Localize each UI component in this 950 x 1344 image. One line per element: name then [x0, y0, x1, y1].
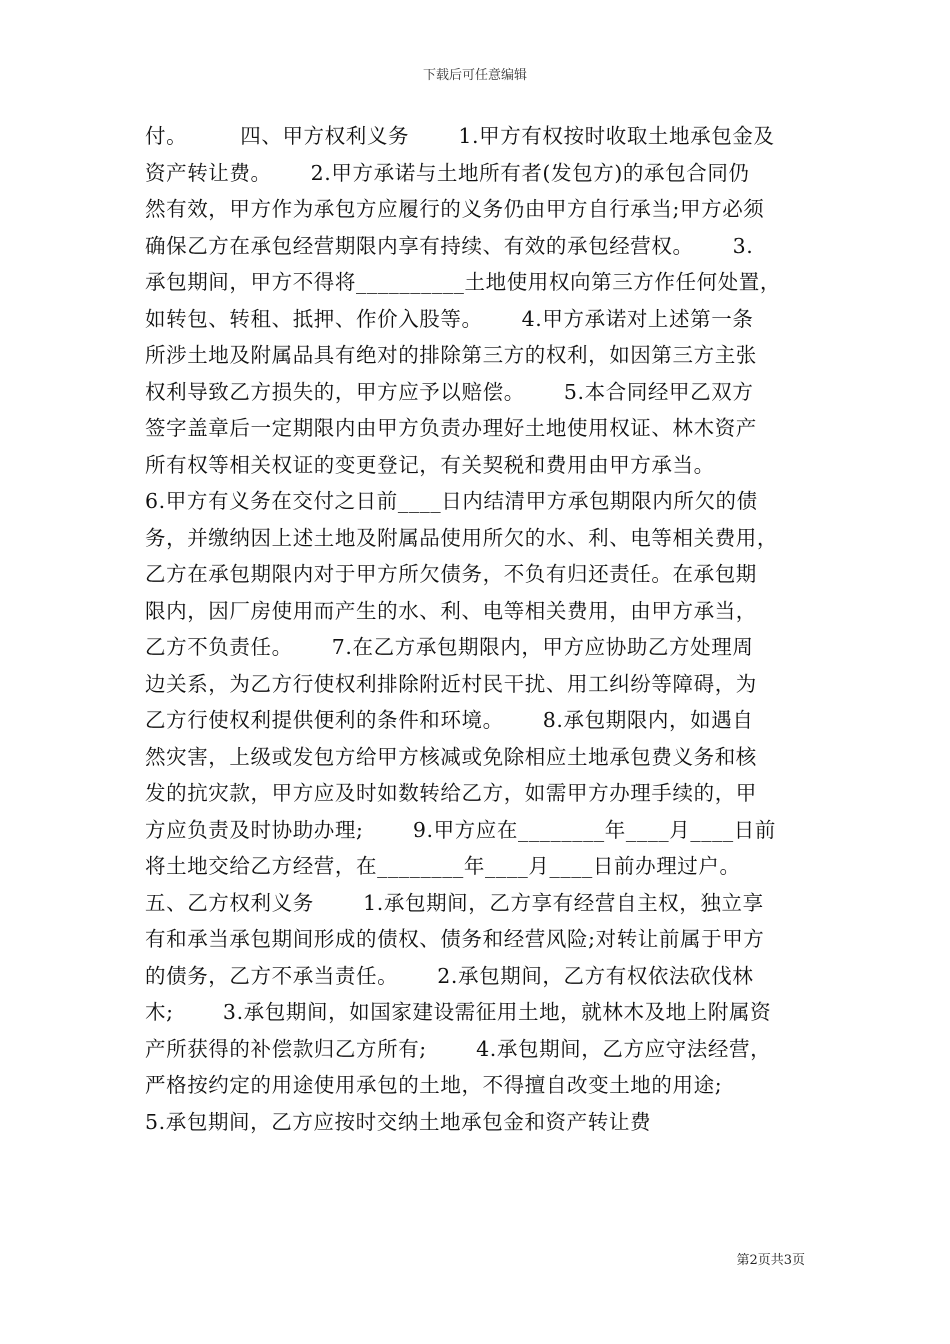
text-line: 乙方在承包期限内对于甲方所欠债务，不负有归还责任。在承包期 [145, 562, 757, 586]
text-line: 五、乙方权利义务 1.承包期间，乙方享有经营自主权，独立享 [145, 890, 764, 915]
text-line: 方应负责及时协助办理; 9.甲方应在________年____月____日前 [145, 817, 776, 842]
text-line: 有和承当承包期间形成的债权、债务和经营风险;对转让前属于甲方 [145, 927, 765, 951]
text-line: 将土地交给乙方经营，在________年____月____日前办理过户。 [145, 854, 741, 878]
text-line: 乙方行使权利提供便利的条件和环境。 8.承包期限内，如遇自 [145, 708, 754, 732]
text-line: 6.甲方有义务在交付之日前____日内结清甲方承包期限内所欠的债 [145, 489, 758, 513]
text-line: 资产转让费。 2.甲方承诺与土地所有者(发包方)的承包合同仍 [145, 160, 750, 185]
text-line: 边关系，为乙方行使权利排除附近村民干扰、用工纠纷等障碍，为 [145, 671, 757, 696]
text-line: 木; 3.承包期间，如国家建设需征用土地，就林木及地上附属资 [145, 1000, 772, 1024]
text-line: 付。 四、甲方权利义务 1.甲方有权按时收取土地承包金及 [145, 124, 775, 148]
page-number: 第2页共3页 [736, 1253, 805, 1268]
text-line: 所涉土地及附属品具有绝对的排除第三方的权利，如因第三方主张 [145, 343, 757, 367]
text-line: 权利导致乙方损失的，甲方应予以赔偿。 5.本合同经甲乙双方 [145, 379, 754, 404]
text-line: 承包期间，甲方不得将__________土地使用权向第三方作任何处置， [145, 270, 781, 294]
contract-body [145, 118, 815, 1140]
text-line: 务，并缴纳因上述土地及附属品使用所欠的水、利、电等相关费用， [145, 525, 778, 550]
text-line: 发的抗灾款，甲方应及时如数转给乙方，如需甲方办理手续的，甲 [145, 781, 757, 805]
text-line: 5.承包期间，乙方应按时交纳土地承包金和资产转让费 [145, 1109, 652, 1134]
text-line: 所有权等相关权证的变更登记，有关契税和费用由甲方承当。 [145, 452, 715, 477]
text-line: 产所获得的补偿款归乙方所有; 4.承包期间，乙方应守法经营， [145, 1036, 772, 1061]
text-line: 的债务，乙方不承当责任。 2.承包期间，乙方有权依法砍伐林 [145, 963, 754, 988]
text-line: 确保乙方在承包经营期限内享有持续、有效的承包经营权。 3. [145, 233, 754, 258]
text-line: 然灾害，上级或发包方给甲方核减或免除相应土地承包费义务和核 [145, 744, 757, 769]
page-header: 下载后可任意编辑 [422, 68, 527, 83]
text-line: 然有效，甲方作为承包方应履行的义务仍由甲方自行承当;甲方必须 [145, 197, 765, 221]
text-line: 签字盖章后一定期限内由甲方负责办理好土地使用权证、林木资产 [145, 416, 757, 440]
text-line: 严格按约定的用途使用承包的土地，不得擅自改变土地的用途; [145, 1073, 723, 1097]
text-line: 乙方不负责任。 7.在乙方承包期限内，甲方应协助乙方处理周 [145, 635, 754, 659]
text-line: 限内，因厂房使用而产生的水、利、电等相关费用，由甲方承当， [145, 598, 757, 623]
text-line: 如转包、转租、抵押、作价入股等。 4.甲方承诺对上述第一条 [145, 306, 754, 331]
